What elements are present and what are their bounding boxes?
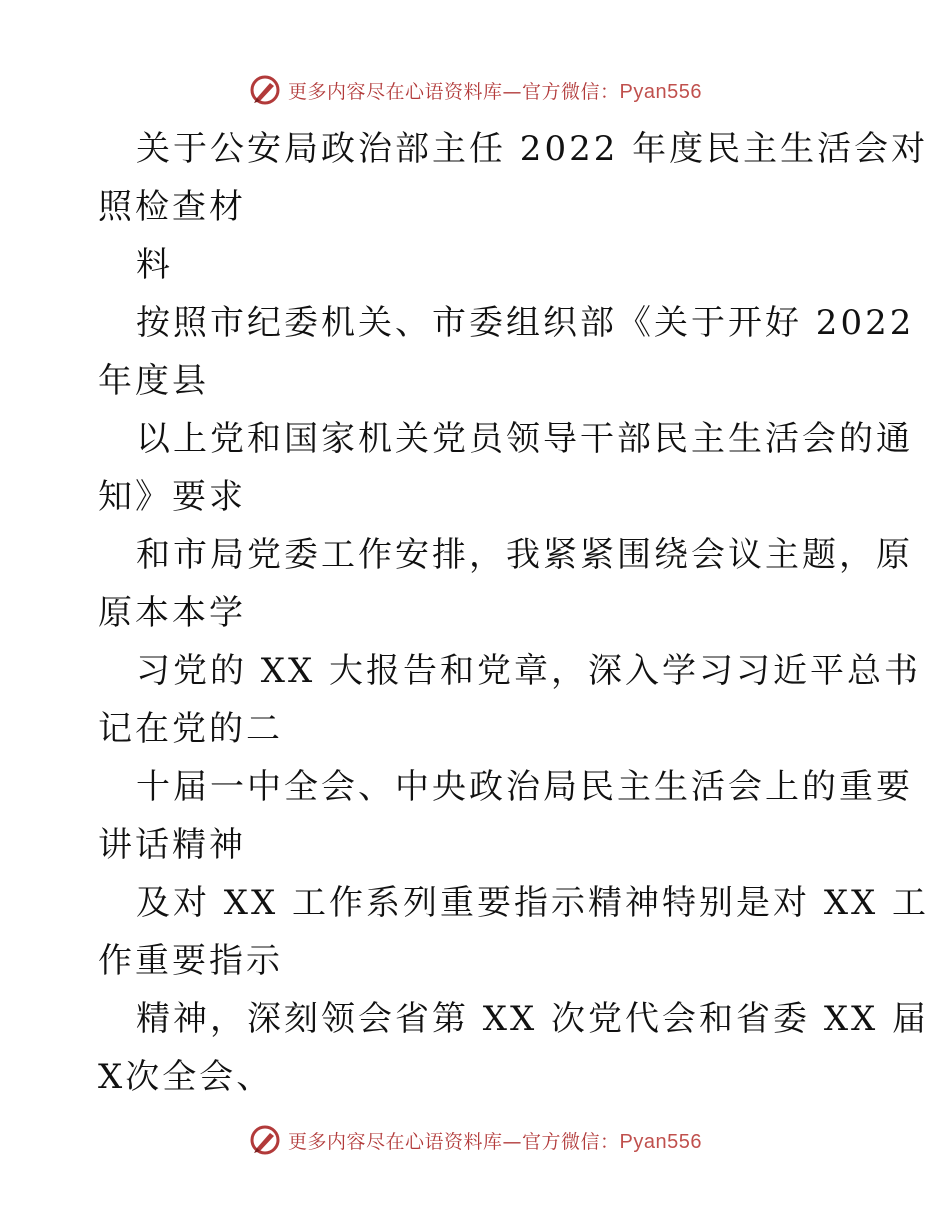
- banner-wechat-id: Pyan556: [619, 80, 702, 103]
- text-line: 习党的 XX 大报告和党章，深入学习习近平总书: [136, 651, 922, 691]
- text-line: 年度县: [98, 361, 209, 401]
- text-line: 照检查材: [98, 187, 246, 227]
- pen-logo-icon: [248, 73, 282, 107]
- text-line: 和市局党委工作安排，我紧紧围绕会议主题，原: [136, 535, 913, 575]
- text-line: 知》要求: [98, 477, 246, 517]
- text-line: 及对 XX 工作系列重要指示精神特别是对 XX 工: [136, 883, 930, 923]
- text-line: 以上党和国家机关党员领导干部民主生活会的通: [136, 419, 913, 459]
- text-line: 关于公安局政治部主任 2022 年度民主生活会对: [136, 129, 929, 169]
- pen-logo-icon: [248, 1123, 282, 1157]
- footer-banner: [0, 1120, 950, 1160]
- text-line: 作重要指示: [98, 941, 283, 981]
- text-line: 按照市纪委机关、市委组织部《关于开好 2022: [136, 303, 915, 343]
- text-line: X次全会、: [98, 1057, 274, 1097]
- text-line: 料: [136, 245, 173, 285]
- document-body: [98, 120, 930, 1106]
- text-line: 十届一中全会、中央政治局民主生活会上的重要: [136, 767, 913, 807]
- banner-wechat-id: Pyan556: [619, 1130, 702, 1153]
- text-line: 精神，深刻领会省第 XX 次党代会和省委 XX 届: [136, 999, 930, 1039]
- banner-text: [288, 77, 702, 104]
- banner-text: [288, 1127, 702, 1154]
- text-line: 讲话精神: [98, 825, 246, 865]
- text-line: 记在党的二: [98, 709, 283, 749]
- banner-main-text: 更多内容尽在心语资料库—官方微信：: [288, 80, 620, 103]
- text-line: 原本本学: [98, 593, 246, 633]
- header-banner: [0, 70, 950, 110]
- banner-main-text: 更多内容尽在心语资料库—官方微信：: [288, 1130, 620, 1153]
